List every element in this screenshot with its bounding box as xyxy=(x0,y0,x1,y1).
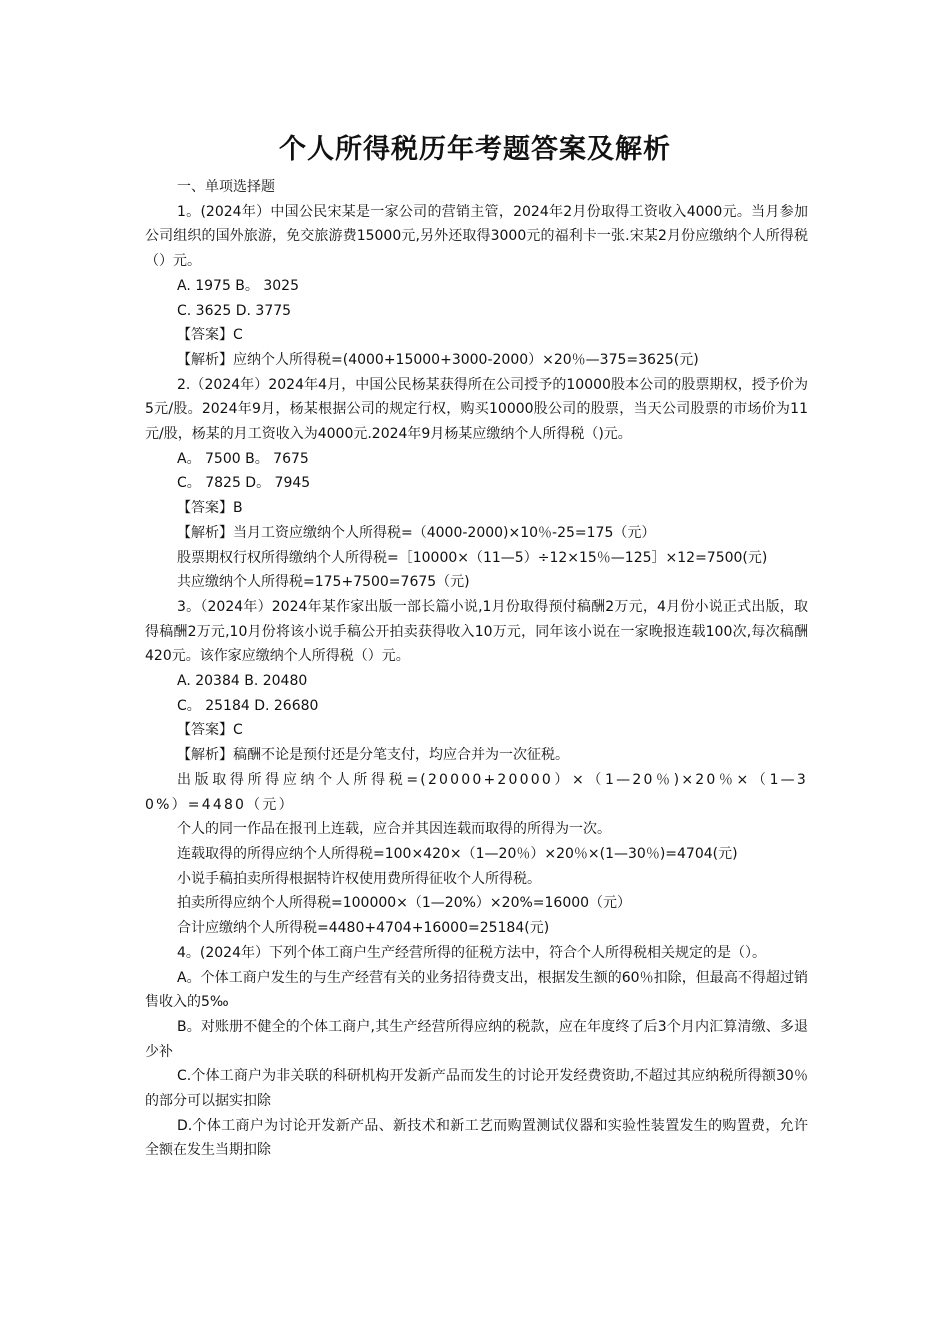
question-2-answer: 【答案】B xyxy=(177,500,243,517)
question-1-options-ab: A. 1975 B。 3025 xyxy=(177,277,299,294)
question-3-answer: 【答案】C xyxy=(177,722,243,739)
question-3: 3。（2024年）2024年某作家出版一部长篇小说,1月份取得预付稿酬2万元，4月份小说正式出版，取得稿酬2万元,10月份将该小说手稿公开拍卖获得收入10万元，同年该小说在一家晚报连载100次,每次稿酬420元。该作家应缴纳个人所得税（）元。 xyxy=(145,598,808,665)
question-2-analysis: 【解析】当月工资应缴纳个人所得税=（4000-2000)×10％-25=175（元） xyxy=(177,524,656,541)
question-2-analysis-line-2: 股票期权行权所得缴纳个人所得税=［10000×（11—5）÷12×15％—125］×12=7500(元) xyxy=(177,549,768,566)
question-3-analysis-line-2: 出版取得所得应纳个人所得税=(20000+20000）×（1—20％)×20％×（1—30%）=4480（元） xyxy=(145,771,808,813)
question-3-analysis-line-4: 连载取得的所得应纳个人所得税=100×420×（1—20％）×20％×(1—30％)=4704(元) xyxy=(177,845,738,862)
question-4-option-d: D.个体工商户为讨论开发新产品、新技术和新工艺而购置测试仪器和实验性装置发生的购置费，允许全额在发生当期扣除 xyxy=(145,1117,808,1159)
question-3-analysis-line-7: 合计应缴纳个人所得税=4480+4704+16000=25184(元) xyxy=(177,920,550,937)
question-1: 1。(2024年）中国公民宋某是一家公司的营销主管，2024年2月份取得工资收入4000元。当月参加公司组织的国外旅游，免交旅游费15000元,另外还取得3000元的福利卡一张.宋某2月份应缴纳个人所得税（）元。 xyxy=(145,203,808,270)
question-3-analysis: 【解析】稿酬不论是预付还是分笔支付，均应合并为一次征税。 xyxy=(177,747,569,764)
question-1-answer: 【答案】C xyxy=(177,327,243,344)
question-3-options-cd: C。 25184 D. 26680 xyxy=(177,697,319,714)
document-title: 个人所得税历年考题答案及解析 xyxy=(279,134,671,165)
question-3-analysis-line-6: 拍卖所得应纳个人所得税=100000×（1—20%）×20%=16000（元） xyxy=(177,895,632,912)
section-heading: 一、单项选择题 xyxy=(177,179,275,195)
question-2-options-ab: A。 7500 B。 7675 xyxy=(177,450,309,467)
question-4-option-b: B。对账册不健全的个体工商户,其生产经营所得应纳的税款，应在年度终了后3个月内汇算清缴、多退少补 xyxy=(145,1018,808,1060)
question-3-analysis-line-5: 小说手稿拍卖所得根据特许权使用费所得征收个人所得税。 xyxy=(177,870,541,887)
question-1-options-cd: C. 3625 D. 3775 xyxy=(177,302,292,319)
question-4-option-c: C.个体工商户为非关联的科研机构开发新产品而发生的讨论开发经费资助,不超过其应纳税所得额30％的部分可以据实扣除 xyxy=(145,1068,808,1110)
question-3-options-ab: A. 20384 B. 20480 xyxy=(177,673,308,690)
question-2-analysis-line-3: 共应缴纳个人所得税=175+7500=7675（元) xyxy=(177,574,470,591)
question-4-option-a: A。个体工商户发生的与生产经营有关的业务招待费支出，根据发生额的60％扣除，但最高不得超过销售收入的5‰ xyxy=(145,969,808,1011)
question-2-options-cd: C。 7825 D。 7945 xyxy=(177,475,311,492)
question-3-analysis-line-3: 个人的同一作品在报刊上连载，应合并其因连载而取得的所得为一次。 xyxy=(177,821,611,838)
document-body xyxy=(145,175,808,1163)
question-2: 2.（2024年）2024年4月，中国公民杨某获得所在公司授予的10000股本公司的股票期权，授予价为5元/股。2024年9月，杨某根据公司的规定行权，购买10000股公司的股票，当天公司股票的市场价为11元/股，杨某的月工资收入为4000元.2024年9月杨某应缴纳个人所得税（)元。 xyxy=(145,376,808,443)
question-1-analysis: 【解析】应纳个人所得税=(4000+15000+3000-2000）×20％—375=3625(元) xyxy=(177,351,699,368)
question-4: 4。(2024年）下列个体工商户生产经营所得的征税方法中，符合个人所得税相关规定的是（）。 xyxy=(177,944,766,961)
